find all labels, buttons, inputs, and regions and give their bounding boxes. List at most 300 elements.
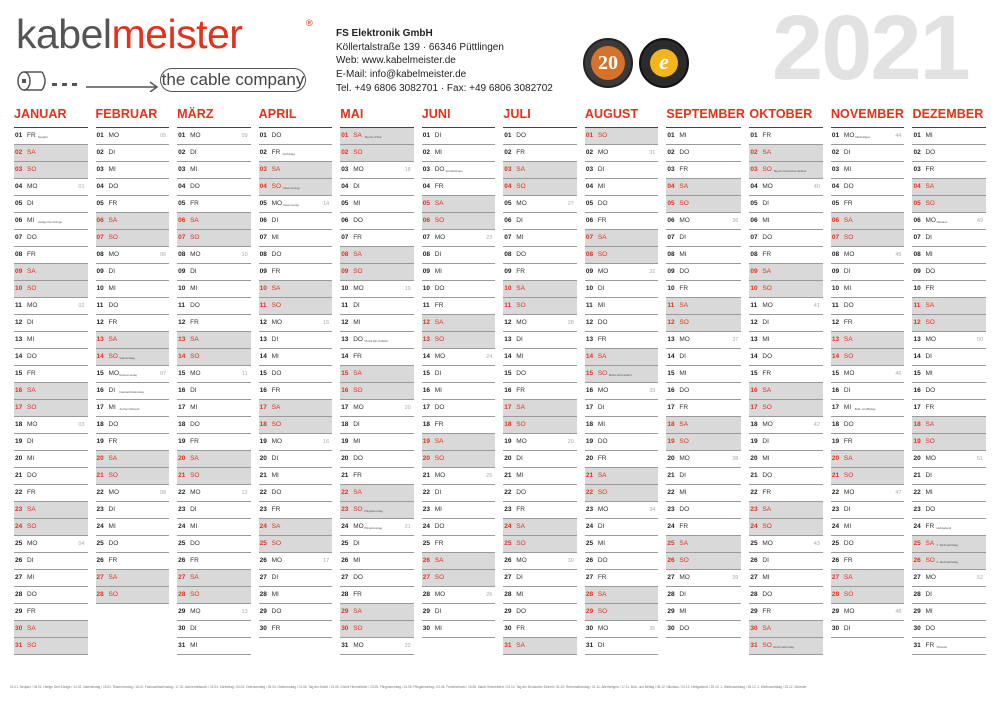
day-row[interactable] [177, 604, 251, 621]
day-row[interactable] [585, 417, 659, 434]
day-row[interactable] [749, 383, 823, 400]
day-row[interactable] [259, 128, 333, 145]
day-row[interactable] [912, 638, 986, 655]
day-row[interactable] [14, 332, 88, 349]
day-row[interactable] [259, 519, 333, 536]
day-row[interactable] [340, 383, 414, 400]
day-row[interactable] [422, 553, 496, 570]
day-row[interactable] [96, 281, 170, 298]
day-row[interactable] [96, 417, 170, 434]
day-row[interactable] [14, 621, 88, 638]
day-row[interactable] [96, 349, 170, 366]
day-row[interactable] [259, 332, 333, 349]
day-row[interactable] [14, 553, 88, 570]
day-row[interactable] [749, 264, 823, 281]
day-row[interactable] [749, 587, 823, 604]
day-row[interactable] [749, 281, 823, 298]
day-row[interactable] [666, 196, 741, 213]
day-row[interactable] [666, 604, 741, 621]
day-row[interactable] [340, 638, 414, 655]
day-row[interactable] [340, 315, 414, 332]
day-row[interactable] [666, 434, 741, 451]
day-row[interactable] [96, 485, 170, 502]
day-row[interactable] [340, 264, 414, 281]
day-row[interactable] [177, 230, 251, 247]
day-row[interactable] [177, 434, 251, 451]
day-row[interactable] [749, 536, 823, 553]
day-row[interactable] [912, 400, 986, 417]
day-row[interactable] [422, 247, 496, 264]
day-row[interactable] [666, 553, 741, 570]
day-row[interactable] [503, 298, 577, 315]
day-row[interactable] [422, 366, 496, 383]
day-row[interactable] [831, 502, 905, 519]
day-row[interactable] [96, 400, 170, 417]
day-row[interactable] [503, 587, 577, 604]
day-row[interactable] [177, 502, 251, 519]
day-row[interactable] [749, 604, 823, 621]
day-row[interactable] [259, 349, 333, 366]
day-row[interactable] [422, 485, 496, 502]
day-row[interactable] [422, 400, 496, 417]
day-row[interactable] [585, 247, 659, 264]
day-row[interactable] [666, 400, 741, 417]
day-row[interactable] [177, 638, 251, 655]
day-row[interactable] [831, 451, 905, 468]
day-row[interactable] [177, 383, 251, 400]
day-row[interactable] [259, 621, 333, 638]
day-row[interactable] [585, 553, 659, 570]
day-row[interactable] [666, 468, 741, 485]
day-row[interactable] [585, 587, 659, 604]
day-row[interactable] [259, 298, 333, 315]
day-row[interactable] [666, 570, 741, 587]
day-row[interactable] [422, 162, 496, 179]
day-row[interactable] [503, 162, 577, 179]
day-row[interactable] [585, 162, 659, 179]
day-row[interactable] [912, 417, 986, 434]
day-row[interactable] [259, 264, 333, 281]
day-row[interactable] [831, 570, 905, 587]
day-row[interactable] [749, 468, 823, 485]
day-row[interactable] [749, 400, 823, 417]
day-row[interactable] [503, 417, 577, 434]
day-row[interactable] [177, 332, 251, 349]
day-row[interactable] [666, 519, 741, 536]
day-row[interactable] [340, 400, 414, 417]
day-row[interactable] [96, 213, 170, 230]
day-row[interactable] [14, 417, 88, 434]
day-row[interactable] [831, 196, 905, 213]
day-row[interactable] [749, 247, 823, 264]
day-row[interactable] [259, 587, 333, 604]
day-row[interactable] [422, 213, 496, 230]
day-row[interactable] [14, 570, 88, 587]
day-row[interactable] [503, 570, 577, 587]
day-row[interactable] [14, 519, 88, 536]
day-row[interactable] [96, 519, 170, 536]
day-row[interactable] [422, 179, 496, 196]
day-row[interactable] [912, 536, 986, 553]
day-row[interactable] [14, 128, 88, 145]
day-row[interactable] [177, 315, 251, 332]
day-row[interactable] [503, 621, 577, 638]
day-row[interactable] [585, 451, 659, 468]
day-row[interactable] [503, 179, 577, 196]
day-row[interactable] [503, 196, 577, 213]
day-row[interactable] [831, 162, 905, 179]
day-row[interactable] [666, 247, 741, 264]
day-row[interactable] [340, 502, 414, 519]
day-row[interactable] [666, 315, 741, 332]
day-row[interactable] [177, 281, 251, 298]
day-row[interactable] [503, 638, 577, 655]
day-row[interactable] [666, 451, 741, 468]
day-row[interactable] [912, 196, 986, 213]
day-row[interactable] [14, 434, 88, 451]
day-row[interactable] [422, 536, 496, 553]
day-row[interactable] [585, 145, 659, 162]
day-row[interactable] [666, 332, 741, 349]
day-row[interactable] [585, 485, 659, 502]
day-row[interactable] [585, 383, 659, 400]
day-row[interactable] [340, 451, 414, 468]
day-row[interactable] [14, 485, 88, 502]
day-row[interactable] [177, 145, 251, 162]
day-row[interactable] [340, 247, 414, 264]
day-row[interactable] [503, 230, 577, 247]
day-row[interactable] [177, 162, 251, 179]
day-row[interactable] [259, 179, 333, 196]
day-row[interactable] [422, 570, 496, 587]
day-row[interactable] [666, 264, 741, 281]
day-row[interactable] [831, 247, 905, 264]
day-row[interactable] [585, 230, 659, 247]
day-row[interactable] [749, 128, 823, 145]
day-row[interactable] [96, 451, 170, 468]
day-row[interactable] [749, 553, 823, 570]
day-row[interactable] [96, 247, 170, 264]
day-row[interactable] [177, 536, 251, 553]
day-row[interactable] [503, 264, 577, 281]
day-row[interactable] [96, 570, 170, 587]
day-row[interactable] [912, 332, 986, 349]
day-row[interactable] [340, 162, 414, 179]
day-row[interactable] [666, 213, 741, 230]
day-row[interactable] [503, 502, 577, 519]
day-row[interactable] [749, 145, 823, 162]
day-row[interactable] [831, 519, 905, 536]
day-row[interactable] [912, 553, 986, 570]
day-row[interactable] [912, 145, 986, 162]
day-row[interactable] [912, 247, 986, 264]
day-row[interactable] [422, 145, 496, 162]
day-row[interactable] [666, 621, 741, 638]
day-row[interactable] [666, 536, 741, 553]
day-row[interactable] [259, 383, 333, 400]
day-row[interactable] [831, 417, 905, 434]
day-row[interactable] [503, 604, 577, 621]
day-row[interactable] [340, 145, 414, 162]
day-row[interactable] [666, 298, 741, 315]
day-row[interactable] [585, 179, 659, 196]
day-row[interactable] [912, 468, 986, 485]
day-row[interactable] [177, 570, 251, 587]
day-row[interactable] [585, 434, 659, 451]
day-row[interactable] [912, 502, 986, 519]
day-row[interactable] [177, 298, 251, 315]
day-row[interactable] [14, 366, 88, 383]
day-row[interactable] [912, 298, 986, 315]
day-row[interactable] [749, 213, 823, 230]
trusted-shops-seal[interactable] [639, 38, 689, 88]
day-row[interactable] [666, 145, 741, 162]
day-row[interactable] [749, 519, 823, 536]
day-row[interactable] [585, 519, 659, 536]
day-row[interactable] [912, 213, 986, 230]
day-row[interactable] [666, 485, 741, 502]
day-row[interactable] [177, 553, 251, 570]
day-row[interactable] [585, 468, 659, 485]
day-row[interactable] [831, 434, 905, 451]
day-row[interactable] [14, 230, 88, 247]
day-row[interactable] [96, 162, 170, 179]
day-row[interactable] [422, 383, 496, 400]
day-row[interactable] [14, 383, 88, 400]
day-row[interactable] [585, 213, 659, 230]
day-row[interactable] [503, 451, 577, 468]
day-row[interactable] [422, 196, 496, 213]
day-row[interactable] [831, 315, 905, 332]
day-row[interactable] [96, 502, 170, 519]
day-row[interactable] [749, 434, 823, 451]
day-row[interactable] [422, 349, 496, 366]
day-row[interactable] [749, 230, 823, 247]
day-row[interactable] [749, 298, 823, 315]
day-row[interactable] [831, 213, 905, 230]
day-row[interactable] [585, 621, 659, 638]
day-row[interactable] [503, 213, 577, 230]
day-row[interactable] [912, 281, 986, 298]
day-row[interactable] [96, 383, 170, 400]
day-row[interactable] [666, 349, 741, 366]
day-row[interactable] [259, 485, 333, 502]
day-row[interactable] [340, 604, 414, 621]
day-row[interactable] [96, 196, 170, 213]
day-row[interactable] [259, 553, 333, 570]
day-row[interactable] [749, 315, 823, 332]
day-row[interactable] [422, 230, 496, 247]
day-row[interactable] [503, 366, 577, 383]
day-row[interactable] [340, 128, 414, 145]
day-row[interactable] [96, 315, 170, 332]
day-row[interactable] [912, 485, 986, 502]
day-row[interactable] [340, 468, 414, 485]
day-row[interactable] [14, 451, 88, 468]
day-row[interactable] [912, 264, 986, 281]
day-row[interactable] [503, 281, 577, 298]
day-row[interactable] [96, 587, 170, 604]
day-row[interactable] [259, 162, 333, 179]
day-row[interactable] [14, 298, 88, 315]
day-row[interactable] [340, 434, 414, 451]
day-row[interactable] [14, 247, 88, 264]
day-row[interactable] [503, 247, 577, 264]
day-row[interactable] [422, 332, 496, 349]
day-row[interactable] [912, 451, 986, 468]
day-row[interactable] [422, 468, 496, 485]
day-row[interactable] [259, 145, 333, 162]
day-row[interactable] [585, 604, 659, 621]
day-row[interactable] [96, 145, 170, 162]
day-row[interactable] [503, 536, 577, 553]
day-row[interactable] [912, 230, 986, 247]
day-row[interactable] [666, 281, 741, 298]
day-row[interactable] [422, 434, 496, 451]
day-row[interactable] [177, 400, 251, 417]
day-row[interactable] [96, 536, 170, 553]
day-row[interactable] [14, 536, 88, 553]
day-row[interactable] [14, 604, 88, 621]
day-row[interactable] [259, 451, 333, 468]
day-row[interactable] [831, 230, 905, 247]
day-row[interactable] [912, 604, 986, 621]
day-row[interactable] [831, 553, 905, 570]
day-row[interactable] [177, 196, 251, 213]
day-row[interactable] [585, 298, 659, 315]
day-row[interactable] [831, 128, 905, 145]
day-row[interactable] [585, 400, 659, 417]
day-row[interactable] [912, 587, 986, 604]
day-row[interactable] [340, 213, 414, 230]
day-row[interactable] [259, 417, 333, 434]
day-row[interactable] [340, 298, 414, 315]
day-row[interactable] [912, 315, 986, 332]
day-row[interactable] [831, 536, 905, 553]
day-row[interactable] [259, 502, 333, 519]
day-row[interactable] [503, 145, 577, 162]
day-row[interactable] [503, 519, 577, 536]
day-row[interactable] [422, 451, 496, 468]
day-row[interactable] [340, 417, 414, 434]
day-row[interactable] [831, 332, 905, 349]
day-row[interactable] [585, 281, 659, 298]
day-row[interactable] [503, 400, 577, 417]
day-row[interactable] [177, 264, 251, 281]
day-row[interactable] [831, 179, 905, 196]
day-row[interactable] [503, 553, 577, 570]
day-row[interactable] [422, 604, 496, 621]
day-row[interactable] [503, 485, 577, 502]
day-row[interactable] [14, 179, 88, 196]
day-row[interactable] [666, 230, 741, 247]
day-row[interactable] [749, 417, 823, 434]
day-row[interactable] [340, 536, 414, 553]
day-row[interactable] [912, 434, 986, 451]
day-row[interactable] [96, 179, 170, 196]
day-row[interactable] [259, 536, 333, 553]
day-row[interactable] [177, 621, 251, 638]
day-row[interactable] [666, 128, 741, 145]
day-row[interactable] [340, 281, 414, 298]
day-row[interactable] [14, 264, 88, 281]
day-row[interactable] [666, 179, 741, 196]
day-row[interactable] [749, 196, 823, 213]
day-row[interactable] [666, 502, 741, 519]
day-row[interactable] [422, 315, 496, 332]
day-row[interactable] [340, 587, 414, 604]
day-row[interactable] [585, 638, 659, 655]
day-row[interactable] [14, 468, 88, 485]
day-row[interactable] [177, 468, 251, 485]
day-row[interactable] [422, 298, 496, 315]
day-row[interactable] [177, 213, 251, 230]
day-row[interactable] [749, 485, 823, 502]
day-row[interactable] [422, 502, 496, 519]
day-row[interactable] [96, 298, 170, 315]
day-row[interactable] [96, 468, 170, 485]
day-row[interactable] [259, 213, 333, 230]
day-row[interactable] [503, 468, 577, 485]
day-row[interactable] [585, 536, 659, 553]
day-row[interactable] [177, 349, 251, 366]
day-row[interactable] [14, 638, 88, 655]
day-row[interactable] [912, 621, 986, 638]
day-row[interactable] [831, 383, 905, 400]
day-row[interactable] [340, 485, 414, 502]
day-row[interactable] [259, 230, 333, 247]
day-row[interactable] [177, 519, 251, 536]
day-row[interactable] [831, 281, 905, 298]
day-row[interactable] [749, 162, 823, 179]
day-row[interactable] [585, 366, 659, 383]
day-row[interactable] [96, 434, 170, 451]
day-row[interactable] [831, 485, 905, 502]
day-row[interactable] [177, 485, 251, 502]
day-row[interactable] [259, 366, 333, 383]
day-row[interactable] [177, 451, 251, 468]
day-row[interactable] [14, 145, 88, 162]
day-row[interactable] [14, 162, 88, 179]
day-row[interactable] [749, 451, 823, 468]
day-row[interactable] [177, 366, 251, 383]
company-email[interactable]: E-Mail: info@kabelmeister.de [336, 69, 467, 81]
day-row[interactable] [340, 553, 414, 570]
day-row[interactable] [340, 366, 414, 383]
day-row[interactable] [422, 128, 496, 145]
day-row[interactable] [422, 587, 496, 604]
day-row[interactable] [503, 332, 577, 349]
day-row[interactable] [14, 587, 88, 604]
day-row[interactable] [14, 349, 88, 366]
day-row[interactable] [340, 332, 414, 349]
day-row[interactable] [503, 434, 577, 451]
day-row[interactable] [177, 587, 251, 604]
day-row[interactable] [585, 332, 659, 349]
day-row[interactable] [831, 587, 905, 604]
day-row[interactable] [340, 179, 414, 196]
day-row[interactable] [912, 349, 986, 366]
day-row[interactable] [14, 400, 88, 417]
day-row[interactable] [585, 349, 659, 366]
day-row[interactable] [666, 162, 741, 179]
day-row[interactable] [259, 315, 333, 332]
day-row[interactable] [422, 281, 496, 298]
day-row[interactable] [912, 570, 986, 587]
day-row[interactable] [749, 332, 823, 349]
day-row[interactable] [14, 315, 88, 332]
day-row[interactable] [912, 179, 986, 196]
